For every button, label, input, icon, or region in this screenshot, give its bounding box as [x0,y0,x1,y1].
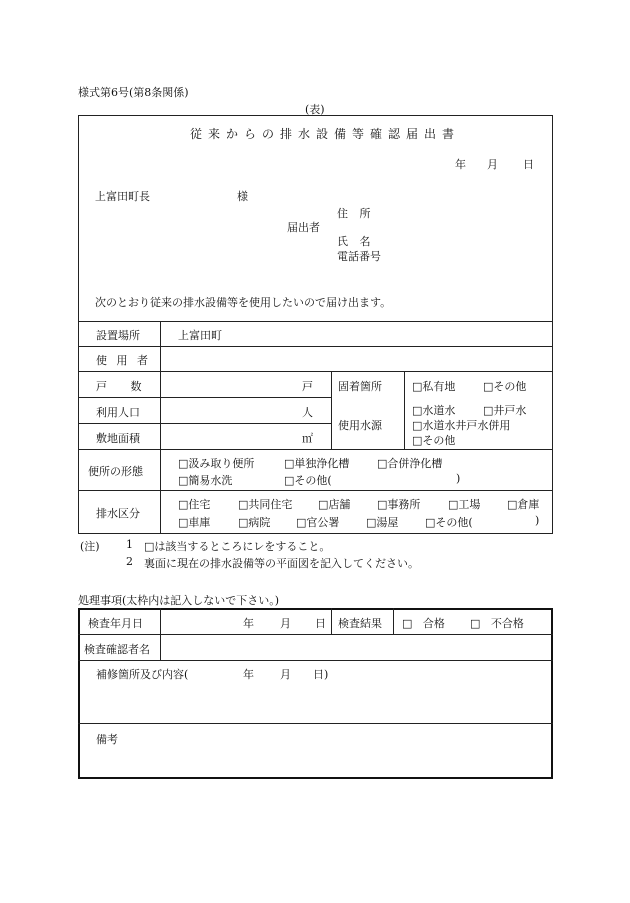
phone-label: 電話番号 [337,250,381,263]
user-label: 使 用 者 [96,354,151,367]
honorific: 様 [237,190,248,203]
drain-option-label: 住宅 [188,498,211,511]
toilet-option-1[interactable] [178,455,254,471]
repair-month: 月 [280,668,291,681]
drain-option-label: その他( [435,516,473,529]
inspect-date-label: 検査年月日 [88,617,143,630]
households-label: 戸 数 [96,380,152,393]
water-other-label: その他 [422,434,456,447]
notes-label: (注) [80,540,100,553]
drain-option-1[interactable] [178,496,210,512]
row-line [78,723,553,724]
location-value: 上富田町 [178,329,222,342]
water-other-option[interactable] [412,432,455,448]
result-label: 検査結果 [338,617,382,630]
toilet-option-5[interactable] [284,472,332,488]
drain-option-label: 店舗 [328,498,351,511]
drain-option-label: 共同住宅 [248,498,293,511]
households-unit: 戸 [302,380,313,393]
water-well-label: 井戸水 [493,404,527,417]
date-year: 年 [455,158,466,171]
result-pass-label: 合格 [422,617,445,630]
col-line [393,608,394,634]
applicant-label: 届出者 [287,221,320,234]
note-1-number: 1 [126,538,133,551]
col-line [331,608,332,634]
fixed-other-option[interactable] [483,378,526,394]
toilet-option-label: その他( [294,474,332,487]
address-label: 住 所 [337,207,375,220]
checkbox-icon: □ [402,617,413,630]
result-fail-option[interactable] [470,615,524,631]
inspect-month: 月 [280,617,291,630]
water-source-label: 使用水源 [338,419,382,432]
toilet-label: 便所の形態 [88,465,143,478]
fixed-private-label: 私有地 [422,380,456,393]
form-title: 従来からの排水設備等確認届出書 [190,127,461,141]
drain-option-6[interactable] [507,496,539,512]
processing-heading: 処理事項(太枠内は記入しないで下さい。) [78,594,280,607]
col-line [160,321,161,534]
col-line [160,608,161,660]
inspector-label: 検査確認者名 [84,643,150,656]
statement: 次のとおり従来の排水設備等を使用したいので届け出ます。 [95,296,392,309]
row-line [78,449,553,450]
note-1-text: □は該当するところにレをすること。 [144,540,331,553]
drain-other-close: ) [535,514,540,527]
drain-option-label: 倉庫 [517,498,540,511]
toilet-option-label: 合併浄化槽 [387,457,443,470]
drain-option-4[interactable] [377,496,420,512]
drain-option-10[interactable] [366,514,398,530]
row-line [78,346,553,347]
drain-option-label: 病院 [248,516,271,529]
col-line [331,371,332,449]
drain-label: 排水区分 [96,507,140,520]
remarks-label: 備考 [96,733,118,746]
area-label: 敷地面積 [96,432,140,445]
toilet-option-label: 汲み取り便所 [188,457,255,470]
drain-option-label: 車庫 [188,516,211,529]
form-number: 様式第6号(第8条関係) [78,86,189,99]
name-label: 氏 名 [337,235,375,248]
fixed-private-option[interactable] [412,378,455,394]
date-month: 月 [487,158,498,171]
water-both-option[interactable] [412,417,510,433]
row-line [78,634,553,635]
repair-year: 年 [243,668,254,681]
drain-option-8[interactable] [238,514,270,530]
result-pass-option[interactable] [402,615,445,631]
toilet-option-4[interactable] [178,472,232,488]
drain-option-label: 湯屋 [376,516,399,529]
addressee: 上富田町長 [95,190,150,203]
toilet-option-3[interactable] [377,455,442,471]
drain-option-label: 工場 [458,498,481,511]
repair-day: 日) [313,668,329,681]
area-unit: ㎡ [302,432,313,445]
toilet-option-2[interactable] [284,455,349,471]
toilet-option-label: 単独浄化槽 [294,457,350,470]
drain-option-9[interactable] [296,514,339,530]
toilet-option-label: 簡易水洗 [188,474,233,487]
note-2-number: 2 [126,555,133,568]
water-tap-option[interactable] [412,402,455,418]
fixed-place-label: 固着箇所 [338,380,382,393]
drain-option-label: 事務所 [387,498,421,511]
drain-option-3[interactable] [318,496,350,512]
row-line [78,397,331,398]
users-unit: 人 [302,406,313,419]
toilet-other-close: ) [456,472,461,485]
row-line [78,490,553,491]
fixed-other-label: その他 [493,380,527,393]
row-line [78,321,553,322]
water-both-label: 水道水井戸水併用 [422,419,511,432]
drain-option-label: 官公署 [306,516,340,529]
water-tap-label: 水道水 [422,404,456,417]
form-side-label: (表) [305,103,325,116]
drain-option-11[interactable] [425,514,473,530]
drain-option-2[interactable] [238,496,292,512]
users-label: 利用人口 [96,406,140,419]
inspect-year: 年 [243,617,254,630]
result-fail-label: 不合格 [490,617,524,630]
date-day: 日 [523,158,534,171]
repair-label: 補修箇所及び内容( [96,668,189,681]
col-line [404,371,405,449]
drain-option-7[interactable] [178,514,210,530]
inspect-day: 日 [315,617,326,630]
drain-option-5[interactable] [448,496,480,512]
row-line [78,423,331,424]
water-well-option[interactable] [483,402,526,418]
checkbox-icon: □ [470,617,481,630]
row-line [78,660,553,661]
note-2-text: 裏面に現在の排水設備等の平面図を記入してください。 [144,557,419,570]
location-label: 設置場所 [96,329,140,342]
row-line [78,371,553,372]
